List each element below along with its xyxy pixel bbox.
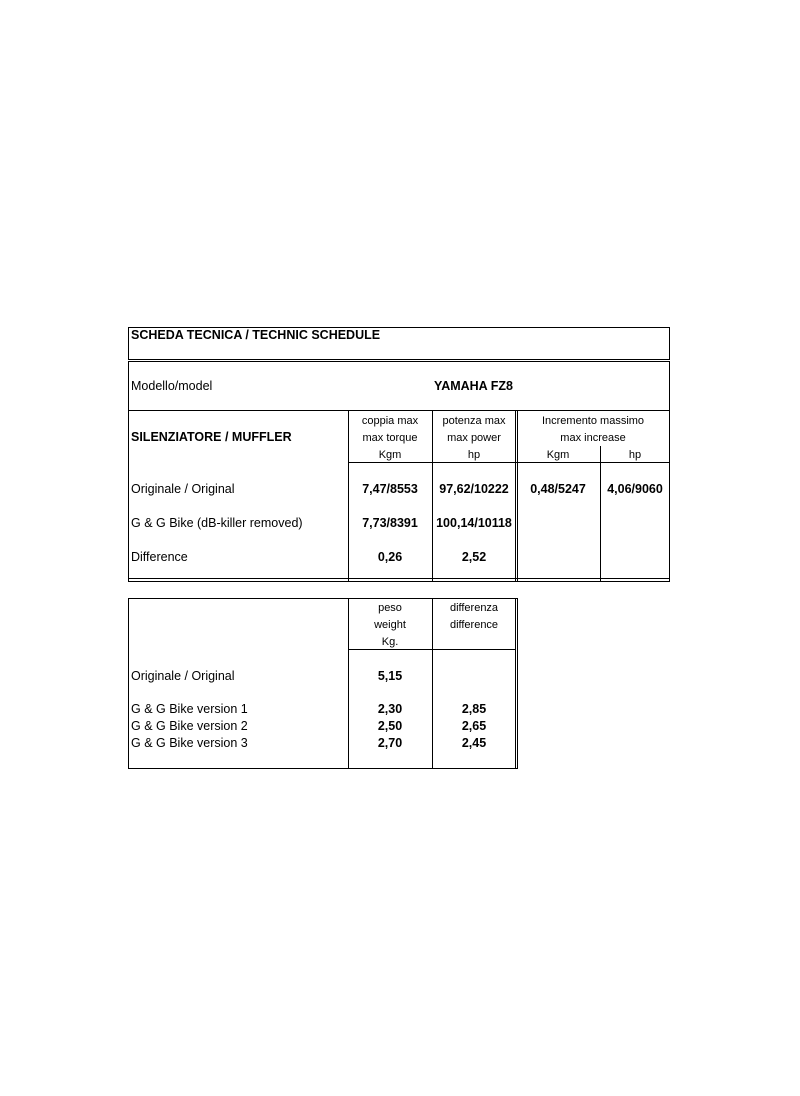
version-label: G & G Bike version 3 [131, 736, 248, 750]
weight-col-divider-2 [432, 598, 433, 768]
col-divider-3 [515, 410, 516, 581]
diff-header-it: differenza [449, 602, 499, 614]
original-label: Originale / Original [131, 669, 235, 683]
increase-header-en: max increase [560, 432, 626, 444]
increase-unit-hp: hp [628, 449, 642, 461]
row-power: 97,62/10222 [439, 482, 509, 496]
torque-unit: Kgm [378, 449, 402, 461]
weight-header-it: peso [378, 602, 402, 614]
version-weight: 2,30 [377, 702, 403, 716]
row-increase-kgm: 0,48/5247 [530, 482, 586, 496]
diff-header-en: difference [449, 619, 499, 631]
power-header-en: max power [447, 432, 501, 444]
col-divider-1 [348, 410, 349, 581]
torque-header-it: coppia max [361, 415, 419, 427]
row-power: 2,52 [461, 550, 487, 564]
col-divider-2 [432, 410, 433, 581]
weight-col-divider-1 [348, 598, 349, 768]
version-difference: 2,45 [461, 736, 487, 750]
weight-header-underline [348, 649, 516, 650]
row-torque: 0,26 [377, 550, 403, 564]
increase-header-it: Incremento massimo [541, 415, 645, 427]
torque-header-en: max torque [362, 432, 418, 444]
original-weight: 5,15 [377, 669, 403, 683]
version-label: G & G Bike version 2 [131, 719, 248, 733]
weight-header-en: weight [374, 619, 406, 631]
version-weight: 2,70 [377, 736, 403, 750]
increase-unit-kgm: Kgm [546, 449, 570, 461]
col-divider-4 [600, 446, 601, 581]
data-box-double-line [128, 578, 670, 579]
version-label: G & G Bike version 1 [131, 702, 248, 716]
row-label: G & G Bike (dB-killer removed) [131, 516, 303, 530]
header-underline [348, 462, 670, 463]
row-torque: 7,73/8391 [362, 516, 418, 530]
version-difference: 2,65 [461, 719, 487, 733]
row-torque: 7,47/8553 [362, 482, 418, 496]
col-divider-3b [517, 410, 518, 581]
row-label: Difference [131, 550, 188, 564]
muffler-label: SILENZIATORE / MUFFLER [131, 430, 292, 444]
power-header-it: potenza max [442, 415, 506, 427]
version-difference: 2,85 [461, 702, 487, 716]
row-label: Originale / Original [131, 482, 235, 496]
row-increase-hp: 4,06/9060 [607, 482, 663, 496]
model-value: YAMAHA FZ8 [434, 379, 513, 393]
version-weight: 2,50 [377, 719, 403, 733]
weight-unit: Kg. [381, 636, 399, 648]
model-label: Modello/model [131, 379, 213, 393]
schedule-title: SCHEDA TECNICA / TECHNIC SCHEDULE [131, 328, 381, 342]
row-power: 100,14/10118 [436, 516, 512, 530]
weight-col-divider-3 [515, 598, 516, 768]
power-unit: hp [467, 449, 481, 461]
